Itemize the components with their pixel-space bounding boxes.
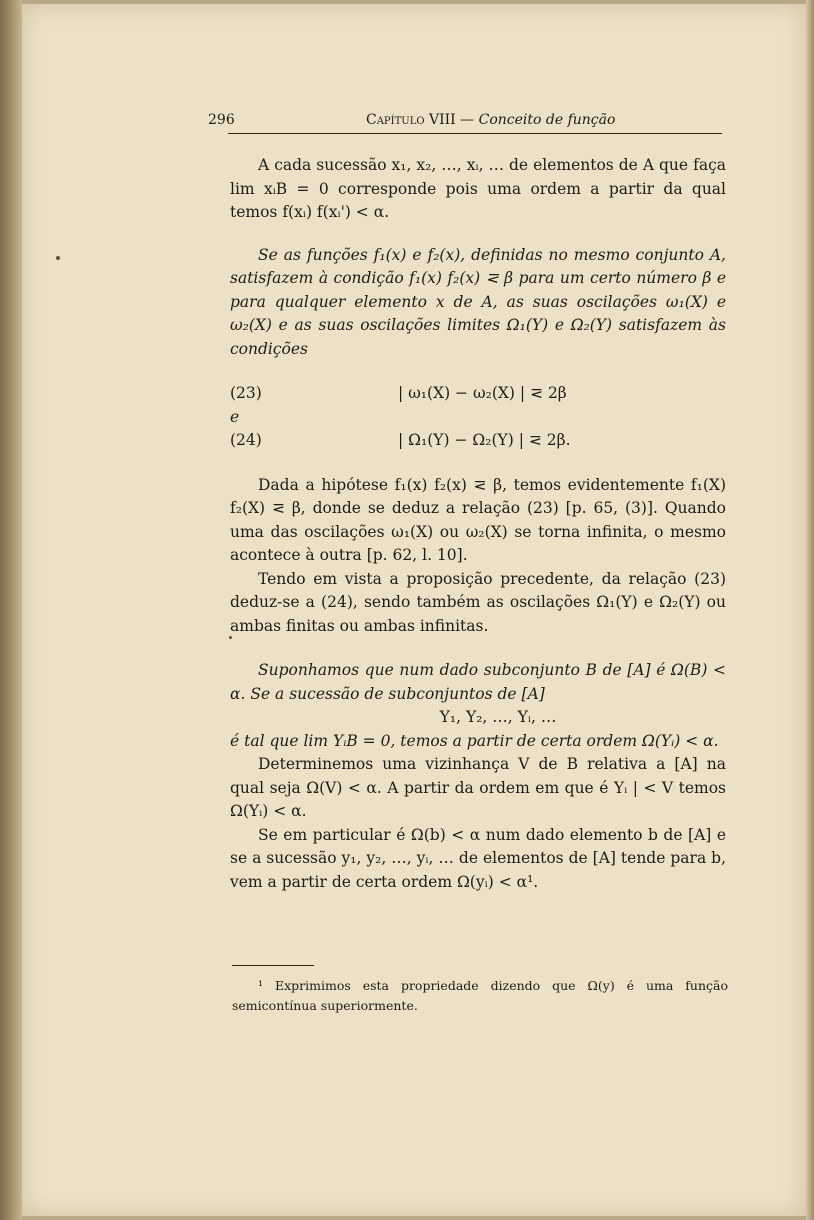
chapter-name: Conceito de função [478,112,616,128]
chapter-label: Capítulo VIII — [366,112,475,128]
equation-label: (24) [230,431,262,449]
page-number: 296 [208,112,235,128]
equation-formula: | ω₁(X) − ω₂(X) | ⋜ 2β [398,384,567,402]
page-edge [806,0,814,1220]
running-header [208,112,722,132]
main-text [230,154,726,894]
theorem-statement: Suponhamos que num dado subconjunto B de [A] é Ω(B) < α. Se a sucessão de subconjuntos de [A] [230,661,726,703]
equation-24 [230,429,726,453]
footnote-mark: ¹ [258,978,264,993]
footnote-rule [232,965,314,966]
sequence-display: Y₁, Y₂, …, Yᵢ, … [439,708,557,726]
equation-connector [230,406,726,430]
connector-text: e [230,407,240,426]
proof-paragraph: Dada a hipótese f₁(x) f₂(x) ⋜ β, temos evidentemente f₁(X) f₂(X) ⋜ β, donde se deduz a relação (23) [p. 65, (3)]. Quando uma das oscilações ω₁(X) ou ω₂(X) se torna infinita, o mesmo acontece à outra [p. 62, l. 10]. [230,475,726,564]
binding-gutter [0,0,22,1220]
paper-speck [56,256,60,260]
theorem-statement: Se as funções f₁(x) e f₂(x), definidas no mesmo conjunto A, satisfazem à condição f₁(x) f₂(x) ⋜ β para um certo número β e para qualquer elemento x de A, as suas oscilações ω₁(X) e ω₂(X) e as suas oscilações limites Ω₁(Y) e Ω₂(Y) satisfazem às condições [230,245,726,358]
footnote [232,976,728,1016]
proof-paragraph: Determinemos uma vizinhança V de B relativa a [A] na qual seja Ω(V) < α. A partir da ordem em que é Yᵢ | < V temos Ω(Yᵢ) < α. [230,755,726,820]
equation-23 [230,382,726,406]
paragraph: A cada sucessão x₁, x₂, …, xᵢ, … de elementos de A que faça lim xᵢB = 0 corresponde pois uma ordem a partir da qual temos f(xᵢ) f(xᵢ') < α. [230,156,726,221]
theorem-conclusion: é tal que lim YᵢB = 0, temos a partir de certa ordem Ω(Yᵢ) < α. [230,731,719,750]
chapter-title [366,112,615,128]
footnote-text: Exprimimos esta propriedade dizendo que Ω(y) é uma função semicontínua superiormente. [232,978,728,1013]
equation-formula: | Ω₁(Y) − Ω₂(Y) | ⋜ 2β. [398,431,571,449]
equation-label: (23) [230,384,262,402]
paragraph: Se em particular é Ω(b) < α num dado elemento b de [A] e se a sucessão y₁, y₂, …, yᵢ, … de elementos de [A] tende para b, vem a partir de certa ordem Ω(yᵢ) < α¹. [230,825,726,891]
header-rule [228,133,722,134]
paragraph: Tendo em vista a proposição precedente, da relação (23) deduz-se a (24), sendo também as oscilações Ω₁(Y) e Ω₂(Y) ou ambas finitas ou ambas infinitas. [230,569,726,635]
